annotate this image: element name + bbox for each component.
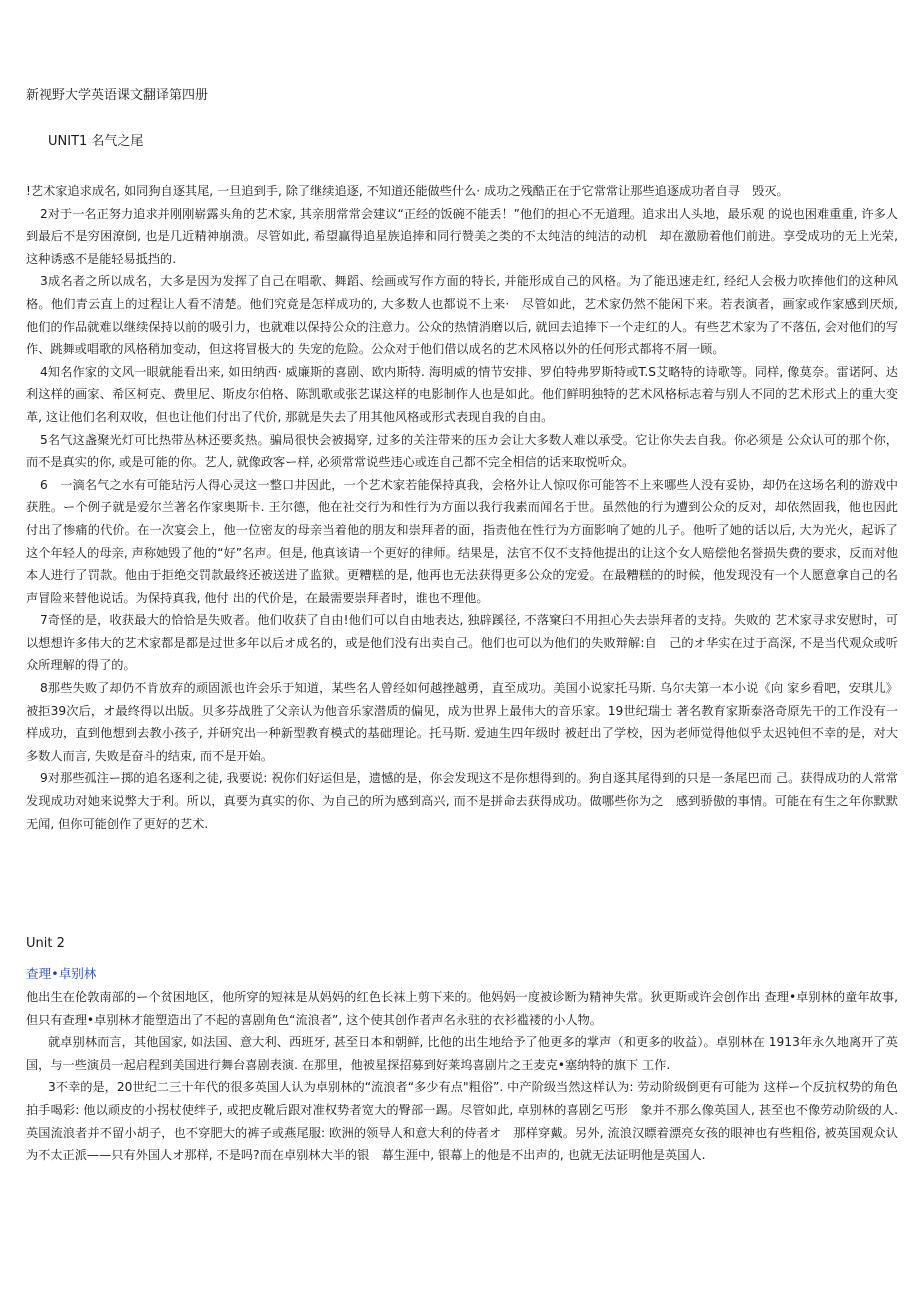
unit2-body <box>26 986 898 1167</box>
unit1-paragraph-6: 6 一滴名气之水有可能玷污人得心灵这一整口井因此，一个艺术家若能保持真我，会格外让人惊叹你可能答不上来哪些人没有妥协，却仍在这场名利的游戏中获胜。ー个例子就是爱尔兰著名作家奥斯卡. 王尔德，他在社交行为和性行为方面以我行我素而闻名于世。虽然他的行为遭到公众的反对，却依然固我，他也因此付出了惨痛的代价。在一次宴会上，他一位密友的母亲当着他的朋友和崇拜者的面，指责他在性行为方面影响了她的儿子。他听了她的话以后, 大为光火，起诉了这个年轻人的母亲, 声称她毁了他的“好”名声。但是, 他真该请一个更好的律师。结果是，法官不仅不支持他提出的让这个女人赔偿他名誉损失费的要求，反而对他本人进行了罚款。他由于拒绝交罚款最终还被送进了监狱。更糟糕的是, 他再也无法获得更多公众的宠爱。在最糟糕的的时候，他发现没有一个人愿意拿自己的名声冒险来替他说话。为保持真我, 他付 出的代价是，在最需要崇拜者时，谁也不理他。 <box>26 477 898 605</box>
unit2-paragraph-1: 他出生在伦敦南部的ー个贫困地区，他所穿的短袜是从妈妈的红色长袜上剪下来的。他妈妈一度被诊断为精神失常。狄更斯或许会创作出 查理•卓别林的童年故事, 但只有查理•卓别林才能塑造出了不起的喜剧角色“流浪者”, 这个使其创作者声名永驻的衣衫褴褛的小人物。 <box>26 990 898 1027</box>
unit1-paragraph-7: 7奇怪的是，收获最大的恰恰是失败者。他们收获了自由!他们可以自由地表达, 独辟蹊径, 不落窠臼不用担心失去崇拜者的支持。失败的 艺术家寻求安慰时，可以想想许多伟大的艺术家都是都是过世多年以后オ成名的，或是他们没有出卖自己。他们也可以为他们的失败辩解:自 己的オ华实在过于高深, 不是当代观众或听众所理解的得了的。 <box>26 613 898 673</box>
unit1-paragraph-5: 5名气这盏聚光灯可比热带丛林还要炙热。骗局很快会被揭穿, 过多的关注带来的压カ会让大多数人难以承受。它让你失去自我。你必须是 公众认可的那个你，而不是真实的你, 或是可能的你。艺人, 就像政客ー样, 必须常常说些违心或连自己都不完全相信的话来取悦听众。 <box>26 432 898 470</box>
unit2-title-link[interactable]: 查理•卓别林 <box>26 966 97 981</box>
unit1-heading: UNIT1 名气之尾 <box>48 134 144 149</box>
unit1-paragraph-2: 2对于一名正努力追求并刚刚崭露头角的艺术家, 其亲朋常常会建议“正经的饭碗不能丢！”他们的担心不无道理。追求出人头地，最乐观 的说也困难重重, 许多人到最后不是穷困潦倒, 也是几近精神崩溃。尽管如此, 希望赢得追星族追捧和同行赞美之类的不太纯洁的纯洁的动机 却在激励着他们前进。享受成功的无上光荣, 这种诱惑不是能轻易抵挡的. <box>26 206 898 266</box>
unit1-body <box>26 180 898 835</box>
unit2-heading: Unit 2 <box>26 936 65 951</box>
unit2-paragraph-3: 3不幸的是，20世纪二三十年代的很多英国人认为卓别林的“流浪者“多少有点"粗俗”. 中产阶级当然这样认为: 劳动阶级倒更有可能为 这样ー个反抗权势的角色拍手喝彩: 他以顽皮的小拐杖使绊子, 或把皮靴后跟对准权势者宽大的臀部一踢。尽管如此, 卓别林的喜剧乞丐形 象并不那么像英国人, 甚至也不像劳动阶级的人. 英国流浪者并不留小胡子，也不穿肥大的裤子或燕尾服: 欧洲的领导人和意大利的侍者オ 那样穿戴。另外, 流浪汉瞟着漂亮女孩的眼神也有些粗俗, 被英国观众认为不太正派——只有外国人オ那样, 不是吗?而在卓别林大半的银 幕生涯中, 银幕上的他是不出声的, 也就无法证明他是英国人. <box>26 1080 898 1163</box>
unit1-paragraph-4: 4知名作家的文风一眼就能看出来, 如田纳西· 威廉斯的喜剧、欧内斯特. 海明威的情节安排、罗伯特弗罗斯特或T.S艾略特的诗歌等。同样, 像莫奈。雷诺阿、达利这样的画家、希区柯克、费里尼、斯皮尔伯格、陈凯歌或张艺谋这样的电影制作人也是如此。他们鲜明独特的艺术风格标志着与别人不同的艺术形式上的重大变革, 这让他们名利双收，但也让他们付出了代价, 那就是失去了用其他风格或形式表现自我的自由。 <box>26 364 898 424</box>
unit2-paragraph-2: 就卓别林而言，其他国家, 如法国、意大利、西班牙, 甚至日本和朝鲜, 比他的出生地给予了他更多的掌声（和更多的收益）。卓别林在 1913年永久地离开了英国，与一些演员一起启程到美国进行舞台喜剧表演. 在那里，他被星探招募到好莱坞喜剧片之王麦克•塞纳特的旗下 工作. <box>26 1035 898 1072</box>
unit1-paragraph-9: 9对那些孤注ー掷的追名逐利之徒, 我要说: 祝你们好运但是，遗憾的是，你会发现这不是你想得到的。狗自逐其尾得到的只是一条尾巴而 己。获得成功的人常常发现成功对她来说弊大于利。所以，真要为真实的你、为自己的所为感到高兴, 而不是拼命去获得成功。做哪些你为之 感到骄傲的事情。可能在有生之年你默默无闻, 但你可能创作了更好的艺术. <box>26 771 898 831</box>
unit1-paragraph-3: 3成名者之所以成名，大多是因为发挥了自己在唱歌、舞蹈、绘画或写作方面的特长, 并能形成自己的风格。为了能迅速走红, 经纪人会极力吹捧他们的这种风格。他们青云直上的过程让人看不清楚。他们究竟是怎样成功的, 大多数人也都说不上来· 尽管如此，艺术家仍然不能闲下来。若表演者，画家或作家感到厌烦, 他们的作品就难以继续保持以前的吸引力，也就难以保持公众的注意力。公众的热情消磨以后, 就回去追捧下一个走红的人。有些艺术家为了不落伍, 会对他们的写作、跳舞或唱歌的风格稍加变动，但这将冒极大的 失宠的危险。公众对于他们借以成名的艺术风格以外的任何形式都将不屑一顾。 <box>26 274 898 357</box>
document-title: 新视野大学英语课文翻译第四册 <box>26 88 209 103</box>
unit1-paragraph-1: !艺术家追求成名, 如同狗自逐其尾, 一旦追到手, 除了继续追逐, 不知道还能做些什么· 成功之残酷正在于它常常让那些追逐成功者自寻 毁灭。 <box>26 184 789 198</box>
unit1-paragraph-8: 8那些失败了却仍不肯放弃的顽固派也许会乐于知道，某些名人曾经如何越挫越勇，直至成功。美国小说家托马斯. 乌尔夫第一本小说《向 家乡看吧，安琪儿》被拒39次后，オ最终得以出版。贝多芬战胜了父亲认为他音乐家潜质的偏见，成为世界上最伟大的音乐家。19世纪瑞士 著名教育家斯泰洛奇原先干的工作没有一样成功，直到他想到去教小孩子, 并研究出一种新型教育模式的基础理论。托马斯. 爱迪生四年级时 被赶出了学校，因为老师觉得他似乎太迟钝但不幸的是，对大多数人而言, 失败是奋斗的结束, 而不是开始。 <box>26 681 898 763</box>
